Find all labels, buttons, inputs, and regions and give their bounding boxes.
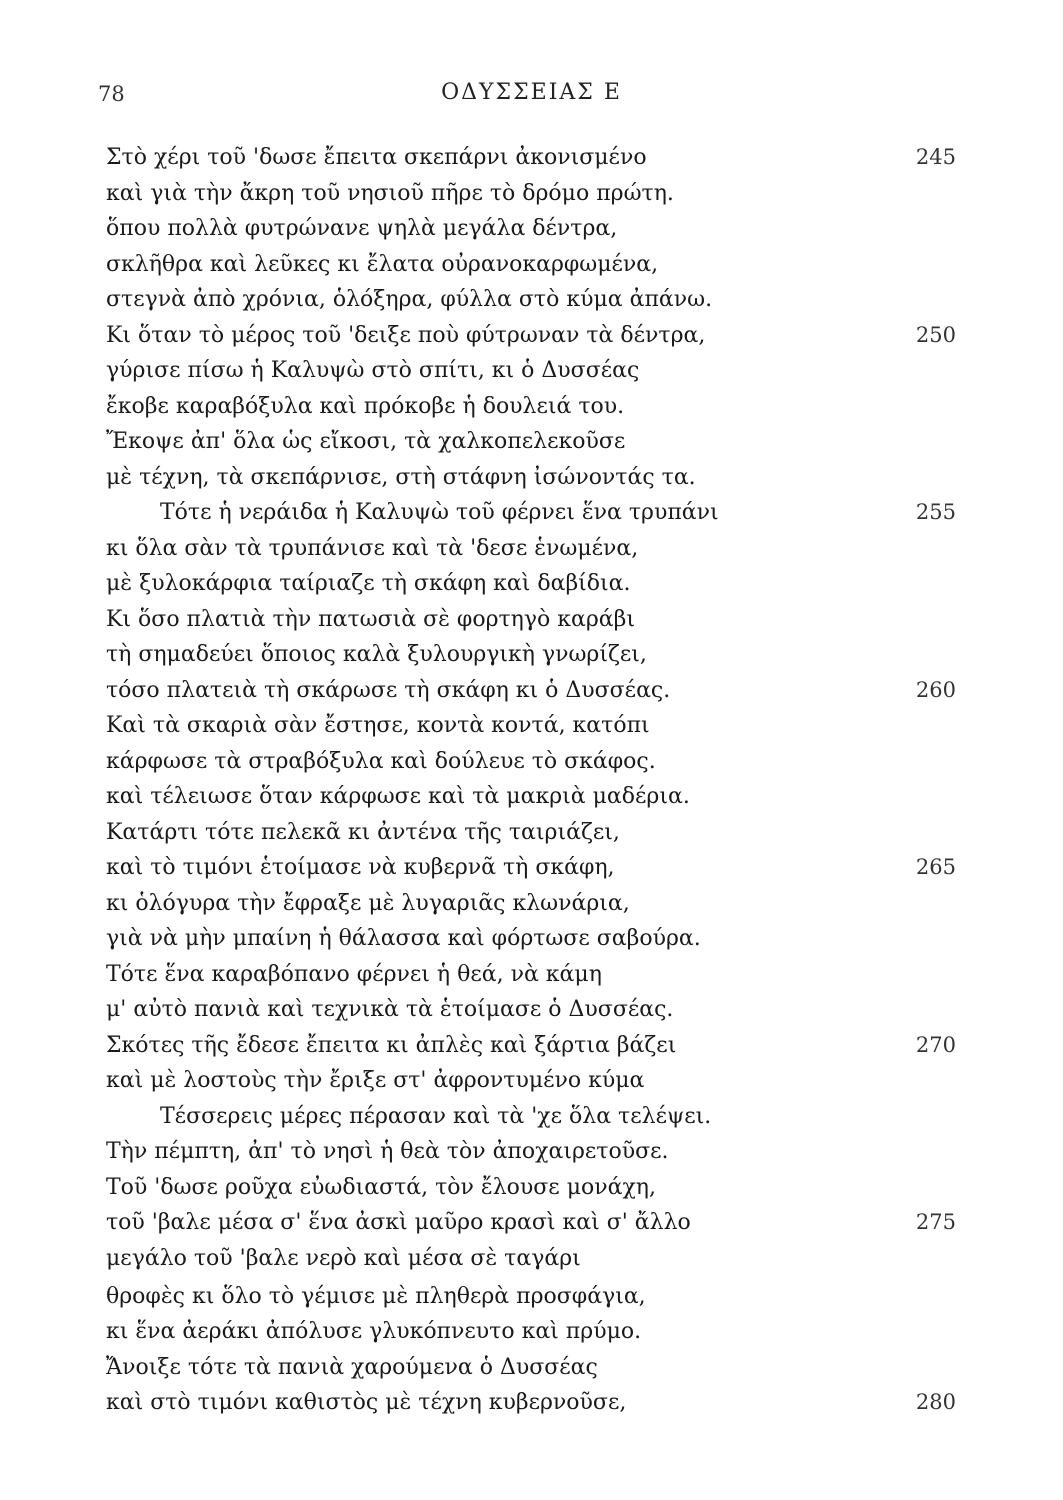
verse-text: μεγάλο τοῦ 'βαλε νερὸ καὶ μέσα σὲ ταγάρι [106, 1245, 581, 1271]
line-number: 280 [915, 1390, 956, 1414]
verse-line [106, 779, 1006, 815]
verse-line [106, 1314, 1006, 1350]
verse-line [106, 1241, 1006, 1279]
verse-line [106, 1350, 1006, 1386]
verse-line [106, 1134, 1006, 1170]
verse-text: ἔκοβε καραβόξυλα καὶ πρόκοβε ἡ δουλειά του. [106, 393, 625, 419]
verse-line [106, 211, 1006, 247]
verse-text: Τότε ἕνα καραβόπανο φέρνει ἡ θεά, νὰ κάμη [106, 961, 602, 987]
verse-text: κάρφωσε τὰ στραβόξυλα καὶ δούλευε τὸ σκάφος. [106, 748, 656, 774]
verse-text: μ' αὐτὸ πανιὰ καὶ τεχνικὰ τὰ ἑτοίμασε ὁ Δυσσέας. [106, 997, 674, 1022]
verse-text: θροφὲς κι ὅλο τὸ γέμισε μὲ πληθερὰ προσφάγια, [106, 1283, 646, 1309]
verse-line [106, 637, 1006, 673]
verse-line [106, 531, 1006, 567]
line-number: 265 [915, 855, 956, 879]
verse-line [106, 247, 1006, 283]
verse-line [106, 1279, 1006, 1315]
verse-text: κι ἕνα ἀεράκι ἀπόλυσε γλυκόπνευτο καὶ πρύμο. [106, 1319, 642, 1344]
verse-text: τοῦ 'βαλε μέσα σ' ἕνα ἀσκὶ μαῦρο κρασὶ καὶ σ' ἄλλο [106, 1210, 691, 1235]
verse-text: γιὰ νὰ μὴν μπαίνη ἡ θάλασσα καὶ φόρτωσε σαβούρα. [106, 926, 701, 951]
verse-text: Κι ὅσο πλατιὰ τὴν πατωσιὰ σὲ φορτηγὸ καράβι [106, 606, 635, 632]
verse-text: τόσο πλατειὰ τὴ σκάρωσε τὴ σκάφη κι ὁ Δυσσέας. [106, 677, 671, 703]
verse-text: Τότε ἡ νεράιδα ἡ Καλυψὼ τοῦ φέρνει ἕνα τρυπάνι [160, 500, 719, 525]
verse-line [106, 708, 1006, 744]
verse-text: καὶ γιὰ τὴν ἄκρη τοῦ νησιοῦ πῆρε τὸ δρόμο πρώτη. [106, 180, 674, 206]
verse-text: καὶ τέλειωσε ὅταν κάρφωσε καὶ τὰ μακριὰ μαδέρια. [106, 784, 690, 809]
verse-line [106, 140, 1006, 176]
verse-text: κι ὁλόγυρα τὴν ἔφραξε μὲ λυγαριᾶς κλωνάρια, [106, 890, 630, 916]
verse-line [106, 282, 1006, 318]
verse-text: ὅπου πολλὰ φυτρώνανε ψηλὰ μεγάλα δέντρα, [106, 216, 618, 241]
line-number: 245 [915, 145, 956, 169]
line-number: 260 [915, 677, 956, 702]
verse-text: Καὶ τὰ σκαριὰ σὰν ἔστησε, κοντὰ κοντά, κατόπι [106, 713, 650, 738]
verse-line [106, 992, 1006, 1028]
verse-line [106, 957, 1006, 993]
line-number: 270 [915, 1032, 956, 1057]
verse-text: μὲ τέχνη, τὰ σκεπάρνισε, στὴ στάφνη ἰσώνοντάς τα. [106, 464, 696, 490]
verse-text: καὶ τὸ τιμόνι ἑτοίμασε νὰ κυβερνᾶ τὴ σκάφη, [106, 855, 615, 880]
verse-line [106, 744, 1006, 780]
verse-line [106, 1099, 1006, 1135]
verse-text: Ἔκοψε ἀπ' ὅλα ὡς εἴκοσι, τὰ χαλκοπελεκοῦσε [106, 429, 626, 454]
verse-text: Τέσσερεις μέρες πέρασαν καὶ τὰ 'χε ὅλα τελέψει. [160, 1103, 712, 1129]
verse-text: κι ὅλα σὰν τὰ τρυπάνισε καὶ τὰ 'δεσε ἑνωμένα, [106, 535, 639, 561]
verse-line [106, 353, 1006, 389]
verse-line [106, 460, 1006, 496]
verse-line [106, 1170, 1006, 1206]
verse-line [106, 1028, 1006, 1064]
verse-line [106, 1205, 1006, 1241]
verse-line [106, 850, 1006, 886]
verse-line [106, 1063, 1006, 1099]
verse-line [106, 815, 1006, 851]
verse-block [106, 140, 1006, 1421]
verse-text: μὲ ξυλοκάρφια ταίριαζε τὴ σκάφη καὶ δαβίδια. [106, 571, 631, 596]
verse-line [106, 886, 1006, 922]
verse-text: Κατάρτι τότε πελεκᾶ κι ἀντένα τῆς ταιριάζει, [106, 819, 620, 845]
verse-line [106, 176, 1006, 212]
verse-text: Ἄνοιξε τότε τὰ πανιὰ χαρούμενα ὁ Δυσσέας [106, 1354, 598, 1380]
verse-text: καὶ μὲ λοστοὺς τὴν ἔριξε στ' ἀφροντυμένο κύμα [106, 1068, 645, 1093]
verse-line [106, 566, 1006, 602]
running-head: ΟΔΥΣΣΕΙΑΣ Ε [441, 80, 622, 105]
verse-text: τὴ σημαδεύει ὅποιος καλὰ ξυλουργικὴ γνωρίζει, [106, 642, 647, 667]
line-number: 250 [915, 322, 956, 347]
verse-text: Στὸ χέρι τοῦ 'δωσε ἔπειτα σκεπάρνι ἀκονισμένο [106, 145, 647, 170]
page-number: 78 [98, 82, 125, 106]
verse-text: Τοῦ 'δωσε ροῦχα εὐωδιαστά, τὸν ἔλουσε μονάχη, [106, 1174, 656, 1200]
verse-line [106, 318, 1006, 354]
verse-text: στεγνὰ ἀπὸ χρόνια, ὁλόξηρα, φύλλα στὸ κύμα ἀπάνω. [106, 287, 713, 312]
verse-text: σκλῆθρα καὶ λεῦκες κι ἔλατα οὐρανοκαρφωμένα, [106, 251, 659, 277]
verse-line [106, 1385, 1006, 1421]
verse-line [106, 389, 1006, 425]
verse-line [106, 602, 1006, 638]
verse-text: Τὴν πέμπτη, ἀπ' τὸ νησὶ ἡ θεὰ τὸν ἀποχαιρετοῦσε. [106, 1139, 669, 1164]
verse-text: Σκότες τῆς ἔδεσε ἔπειτα κι ἀπλὲς καὶ ξάρτια βάζει [106, 1032, 677, 1058]
verse-line [106, 424, 1006, 460]
verse-line [106, 921, 1006, 957]
line-number: 275 [915, 1210, 956, 1234]
verse-text: γύρισε πίσω ἡ Καλυψὼ στὸ σπίτι, κι ὁ Δυσσέας [106, 358, 640, 383]
verse-line [106, 495, 1006, 531]
verse-text: Κι ὅταν τὸ μέρος τοῦ 'δειξε ποὺ φύτρωναν τὰ δέντρα, [106, 322, 706, 348]
verse-line [106, 673, 1006, 709]
verse-text: καὶ στὸ τιμόνι καθιστὸς μὲ τέχνη κυβερνοῦσε, [106, 1390, 627, 1415]
line-number: 255 [915, 500, 956, 524]
